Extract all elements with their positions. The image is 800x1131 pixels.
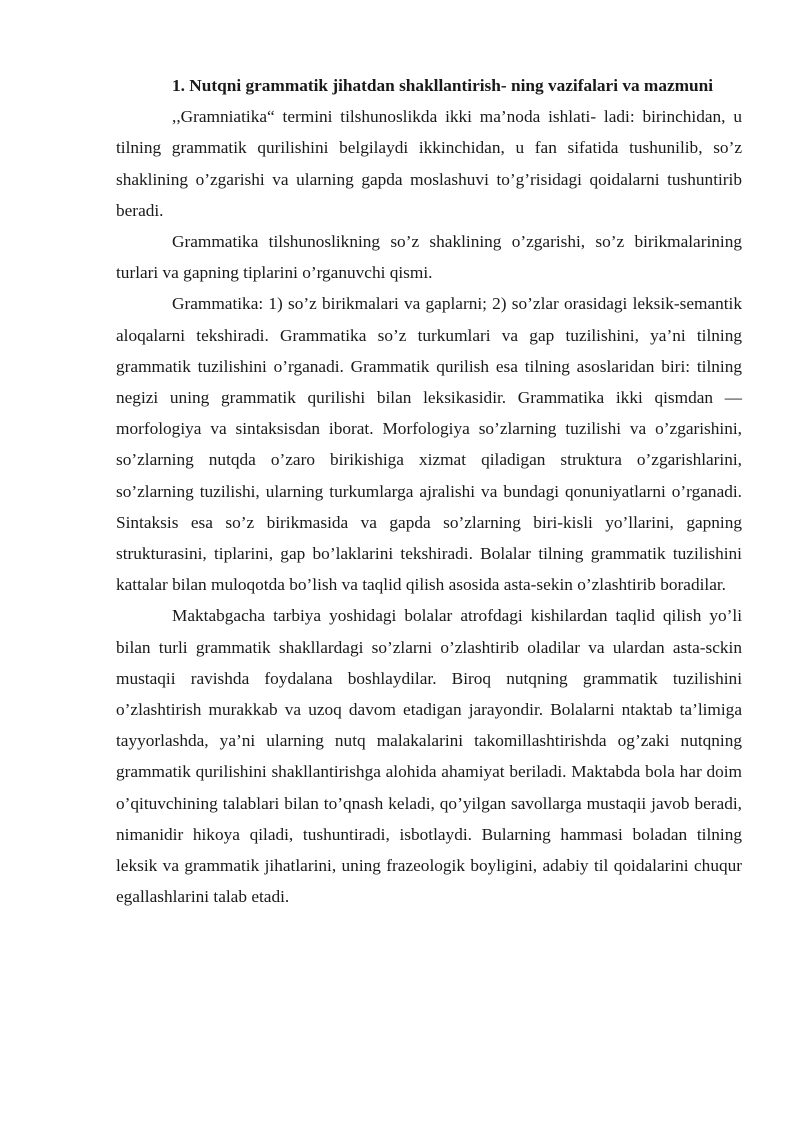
paragraph-2: Grammatika tilshunoslikning so’z shaklining o’zgarishi, so’z birikmalarining turlari va gapning tiplarini o’rganuvchi qismi. [116,232,742,283]
paragraph-1: ,,Gramniatika“ termini tilshunoslikda ikki ma’noda ishlati- ladi: birinchidan, u tilning grammatik qurilishini belgilaydi ikkinchidan, u fan sifatida tushunilib, so’z shaklining o’zgarishi va ularning gapda moslashuvi to’g’risidagi qoidalarni tushuntirib beradi. [116,107,742,220]
section-heading: 1. Nutqni grammatik jihatdan shakllantirish- ning vazifalari va mazmuni [172,76,714,95]
paragraph-4: Maktabgacha tarbiya yoshidagi bolalar atrofdagi kishilardan taqlid qilish yo’li bilan turli grammatik shakllardagi so’zlarni o’zlashtirib oladilar va ulardan asta-sckin mustaqii ravishda foydalana boshlaydilar. Biroq nutqning grammatik tuzilishini o’zlashtirish murakkab va uzoq davom etadigan jarayondir. Bolalarni ntaktab ta’limiga tayyorlashda, ya’ni ularning nutq malakalarini takomillashtirishda og’zaki nutqning grammatik qurilishini shakllantirishga alohida ahamiyat beriladi. Maktabda bola har doim o’qituvchining talablari bilan to’qnash keladi, qo’yilgan savollarga mustaqii javob beradi, nimanidir hikoya qiladi, tushuntiradi, isbotlaydi. Bularning hammasi boladan tilning leksik va grammatik jihatlarini, uning frazeologik boyligini, adabiy til qoidalarini chuqur egallashlarini talab etadi. [116,606,742,907]
paragraph-3: Grammatika: 1) so’z birikmalari va gaplarni; 2) so’zlar orasidagi leksik-semantik aloqalarni tekshiradi. Grammatika so’z turkumlari va gap tuzilishini, ya’ni tilning grammatik tuzilishini o’rganadi. Grammatik qurilish esa tilning asoslaridan biri: tilning negizi uning grammatik qurilishi bilan leksikasidir. Grammatika ikki qismdan — morfologiya va sintaksisdan iborat. Morfologiya so’zlarning tuzilishi va o’zgarishini, so’zlarning nutqda o’zaro birikishiga xizmat qiladigan struktura o’zgarishlarini, so’zlarning tuzilishi, ularning turkumlarga ajralishi va bundagi qonuniyatlarni o’rganadi. Sintaksis esa so’z birikmasida va gapda so’zlarning biri-kisli yo’llarini, gapning strukturasini, tiplarini, gap bo’laklarini tekshiradi. Bolalar tilning grammatik tuzilishini kattalar bilan muloqotda bo’lish va taqlid qilish asosida asta-sekin o’zlashtirib boradilar. [116,294,742,595]
document-page [116,70,742,912]
